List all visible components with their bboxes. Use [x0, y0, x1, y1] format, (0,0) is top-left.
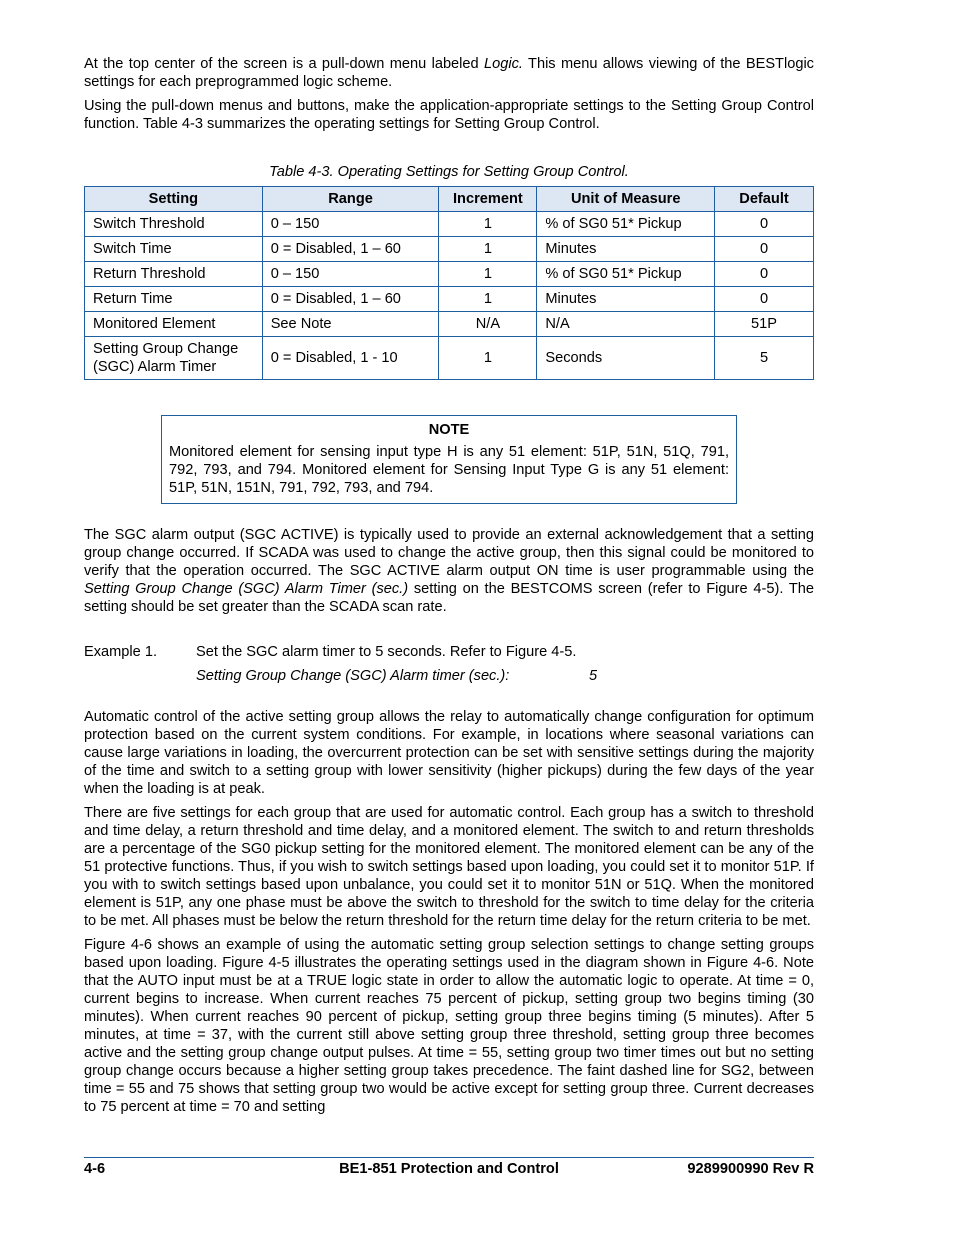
example-setting-value: 5 [589, 668, 598, 684]
intro-paragraph-1: At the top center of the screen is a pull-down menu labeled Logic. This menu allows viewing of the BESTlogic settings for each preprogrammed logic scheme. [84, 56, 814, 90]
increment-cell: 1 [439, 237, 537, 262]
document-page [84, 55, 814, 1122]
unit-cell: N/A [537, 312, 715, 337]
column-header: Setting [85, 187, 263, 212]
table-row [85, 212, 814, 237]
increment-cell: 1 [439, 337, 537, 380]
table-row [85, 287, 814, 312]
default-cell: 0 [715, 287, 814, 312]
unit-cell: Seconds [537, 337, 715, 380]
setting-cell: Return Time [85, 287, 263, 312]
footer-page-number: 4-6 [84, 1161, 106, 1177]
note-box [161, 415, 737, 504]
table-caption: Table 4-3. Operating Settings for Setting Group Control. [269, 164, 629, 180]
range-cell: 0 = Disabled, 1 – 60 [262, 237, 439, 262]
column-header: Unit of Measure [537, 187, 715, 212]
table-row [85, 262, 814, 287]
unit-cell: Minutes [537, 287, 715, 312]
example-setting-name: Setting Group Change (SGC) Alarm timer (sec.): [196, 668, 510, 684]
increment-cell: 1 [439, 262, 537, 287]
setting-cell: Switch Time [85, 237, 263, 262]
sgc-alarm-paragraph: The SGC alarm output (SGC ACTIVE) is typically used to provide an external acknowledgement that a setting group change occurred. If SCADA was used to change the active group, then this signal could be monitored to verify that the operation occurred. The SGC ACTIVE alarm output ON time is user programmable using the Setting Group Change (SGC) Alarm Timer (sec.) setting on the BESTCOMS screen (refer to Figure 4-5). The setting should be set greater than the SCADA scan rate. [84, 527, 814, 615]
example-block [84, 644, 814, 694]
default-cell: 0 [715, 237, 814, 262]
default-cell: 0 [715, 212, 814, 237]
column-header: Increment [439, 187, 537, 212]
column-header: Range [262, 187, 439, 212]
table-row [85, 237, 814, 262]
page-footer [84, 1157, 814, 1182]
increment-cell: 1 [439, 212, 537, 237]
default-cell: 51P [715, 312, 814, 337]
range-cell: 0 = Disabled, 1 - 10 [262, 337, 439, 380]
note-text: Monitored element for sensing input type H is any 51 element: 51P, 51N, 51Q, 791, 792, 793, and 794. Monitored element for Sensing Input Type G is any 51 element: 51P, 51N, 151N, 791, 792, 793, and 794. [169, 444, 729, 496]
range-cell: See Note [262, 312, 439, 337]
sgc-setting-name: Setting Group Change (SGC) Alarm Timer (sec.) [84, 581, 409, 597]
intro-paragraph-2: Using the pull-down menus and buttons, make the application-appropriate settings to the Setting Group Control function. Table 4-3 summarizes the operating settings for Setting Group Control. [84, 98, 814, 132]
table-header-row [85, 187, 814, 212]
logic-menu-name: Logic. [484, 56, 523, 72]
unit-cell: Minutes [537, 237, 715, 262]
footer-title: BE1-851 Protection and Control [339, 1161, 559, 1177]
example-label: Example 1. [84, 644, 158, 660]
auto-control-paragraph-1: Automatic control of the active setting group allows the relay to automatically change configuration for optimum protection based on the current system conditions. For example, in locations where seasonal variations can cause large variations in loading, the overcurrent protection can be set with sensitive settings during the majority of the time and switch to a setting group with lower sensitivity (higher pickups) during the few days of the year when the loading is at peak. [84, 709, 814, 797]
increment-cell: 1 [439, 287, 537, 312]
footer-doc-number: 9289900990 Rev R [687, 1161, 814, 1177]
auto-control-paragraph-2: There are five settings for each group that are used for automatic control. Each group has a switch to threshold and time delay, a return threshold and time delay, and a monitored element. The switch to and return thresholds are a percentage of the SG0 pickup setting for the monitored element. The monitored element can be any of the 51 protective functions. Thus, if you wish to switch settings based upon loading, you could set it to monitor 51P. If you with to switch settings based upon unbalance, you could set it to monitor 51N or 51Q. When the monitored element is 51P, any one phase must be above the switch to threshold for the switch to time delay for the criteria to be met. All phases must be below the return threshold for the return time delay for the return criteria to be met. [84, 805, 814, 929]
range-cell: 0 = Disabled, 1 – 60 [262, 287, 439, 312]
default-cell: 0 [715, 262, 814, 287]
operating-settings-table [84, 186, 814, 380]
unit-cell: % of SG0 51* Pickup [537, 262, 715, 287]
range-cell: 0 – 150 [262, 262, 439, 287]
setting-cell: Return Threshold [85, 262, 263, 287]
table-row [85, 312, 814, 337]
example-text: Set the SGC alarm timer to 5 seconds. Refer to Figure 4-5. [196, 644, 577, 660]
increment-cell: N/A [439, 312, 537, 337]
note-title: NOTE [428, 422, 470, 438]
setting-cell: Switch Threshold [85, 212, 263, 237]
table-row [85, 337, 814, 380]
default-cell: 5 [715, 337, 814, 380]
unit-cell: % of SG0 51* Pickup [537, 212, 715, 237]
column-header: Default [715, 187, 814, 212]
setting-cell: Setting Group Change (SGC) Alarm Timer [85, 337, 263, 380]
auto-control-paragraph-3: Figure 4-6 shows an example of using the automatic setting group selection settings to change setting groups based upon loading. Figure 4-5 illustrates the operating settings used in the diagram shown in Figure 4-6. Note that the AUTO input must be at a TRUE logic state in order to allow the automatic logic to operate. At time = 0, current begins to increase. When current reaches 75 percent of pickup, setting group two begins timing (30 minutes). When current reaches 90 percent of pickup, setting group three begins timing (5 minutes). After 5 minutes, at time = 37, with the current still above setting group three threshold, setting group three becomes active and the setting group change output pulses. At time = 55, setting group two timer times out but no setting group change occurs because a higher setting group takes precedence. The faint dashed line for SG2, between time = 55 and 75 shows that setting group two would be active except for setting group three. Current decreases to 75 percent at time = 70 and setting [84, 937, 814, 1115]
range-cell: 0 – 150 [262, 212, 439, 237]
setting-cell: Monitored Element [85, 312, 263, 337]
